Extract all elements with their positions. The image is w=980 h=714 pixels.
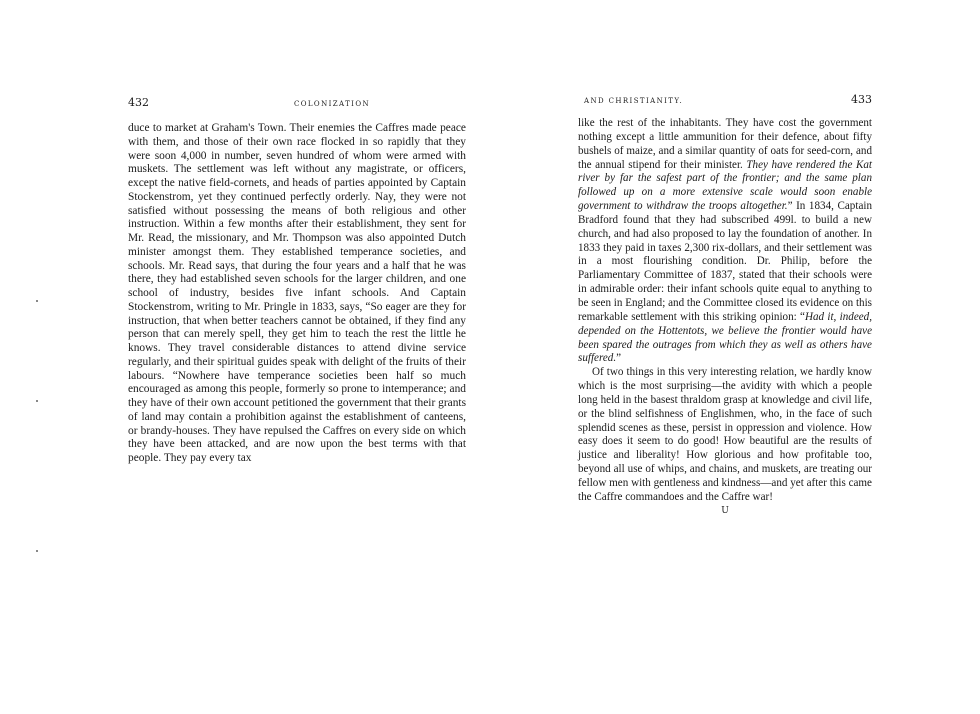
speck-3: [36, 550, 38, 552]
right-page-header: [578, 93, 872, 113]
left-page: [128, 96, 466, 466]
right-paragraph-2: Of two things in this very interesting relation, we hardly know which is the most surprising—the avidity with which a people long held in the basest thraldom grasp at knowledge and civil life, or the blind selfishness of Englishmen, who, in the face of such splendid scenes as these, persist in oppression and violence. How easy does it seem to do good! How beautiful are the results of justice and liberality! How glorious and how profitable too, beyond all use of whips, and chains, and muskets, are treating our fellow men with gentleness and kindness—and yet after this came the Caffre commandoes and the Caffre war!: [578, 366, 872, 503]
left-running-head: COLONIZATION: [293, 100, 370, 108]
left-paragraph: duce to market at Graham's Town. Their enemies the Caffres made peace with them, and those of their own race flocked in so rapidly that they were soon 4,000 in number, seven hundred of whom were armed with muskets. The settlement was left without any magistrate, or officers, except the native field-cornets, and heads of parties appointed by Captain Stockenstrom, yet they continued perfectly orderly. Nay, they were not satisfied without possessing the means of both religious and other instruction. Within a few months after their establishment, they sent for Mr. Read, the missionary, and Mr. Thompson was also appointed Dutch minister amongst them. They established temperance societies, and schools. Mr. Read says, that during the four years and a half that he was there, they had established seven schools for the larger children, and one school of industry, besides five infant schools. And Captain Stockenstrom, writing to Mr. Pringle in 1833, says, “So eager are they for instruction, that when better teachers cannot be obtained, if they find any person that can merely spell, they get him to teach the rest the little he knows. They travel considerable distances to attend divine service regularly, and their spiritual guides speak with delight of the fruits of their labours. “Nowhere have temperance societies been half so much encouraged as among this people, formerly so prone to intemperance; and they have of their own account petitioned the government that their grants of land may contain a prohibition against the establishment of canteens, or brandy-houses. They have repulsed the Caffres on every side on which they have been attacked, and are now upon the best terms with that people. They pay every tax: [128, 122, 466, 464]
right-para1-text-a: like the rest of the inhabitants. They have cost the government nothing except a little ammunition for their defence, about fifty bushels of maize, and a similar quantity of oats for seed-corn, and the annual stipend for their minister.: [578, 117, 872, 171]
right-page: [578, 93, 872, 516]
right-page-number: 433: [851, 93, 872, 106]
right-para1-text-b: ” In 1834, Captain Bradford found that they had subscribed 499l. to build a new church, and had also proposed to lay the foundation of another. In 1833 they paid in taxes 2,300 rix-dollars, and their settlement was in a most flourishing condition. Dr. Philip, before the Parliamentary Committee of 1837, stated that their schools were in admirable order: their infant schools quite equal to anything to be seen in England; and the Committee closed its evidence on this remarkable settlement with this striking opinion: “: [578, 200, 872, 323]
signature-mark: U: [721, 505, 729, 516]
right-para1-italic-quote: They have rendered the Kat river by far the safest part of the frontier; and the same plan followed up on a more extensive scale would soon enable government to withdraw the troops altogether.: [578, 158, 872, 213]
right-para1-italic-opinion: Had it, indeed, depended on the Hottentots, we believe the frontier would have been spared the outrages from which they as well as others have suffered.: [578, 310, 872, 365]
right-paragraph-1: [578, 117, 872, 366]
left-page-number: 432: [128, 96, 149, 109]
speck-2: [36, 400, 38, 402]
speck-1: [36, 300, 38, 302]
left-page-header: [128, 96, 466, 116]
right-running-head: AND CHRISTIANITY.: [584, 97, 684, 105]
left-page-body: [128, 122, 466, 466]
right-page-body: [578, 117, 872, 505]
right-para1-text-c: ”: [616, 352, 622, 365]
